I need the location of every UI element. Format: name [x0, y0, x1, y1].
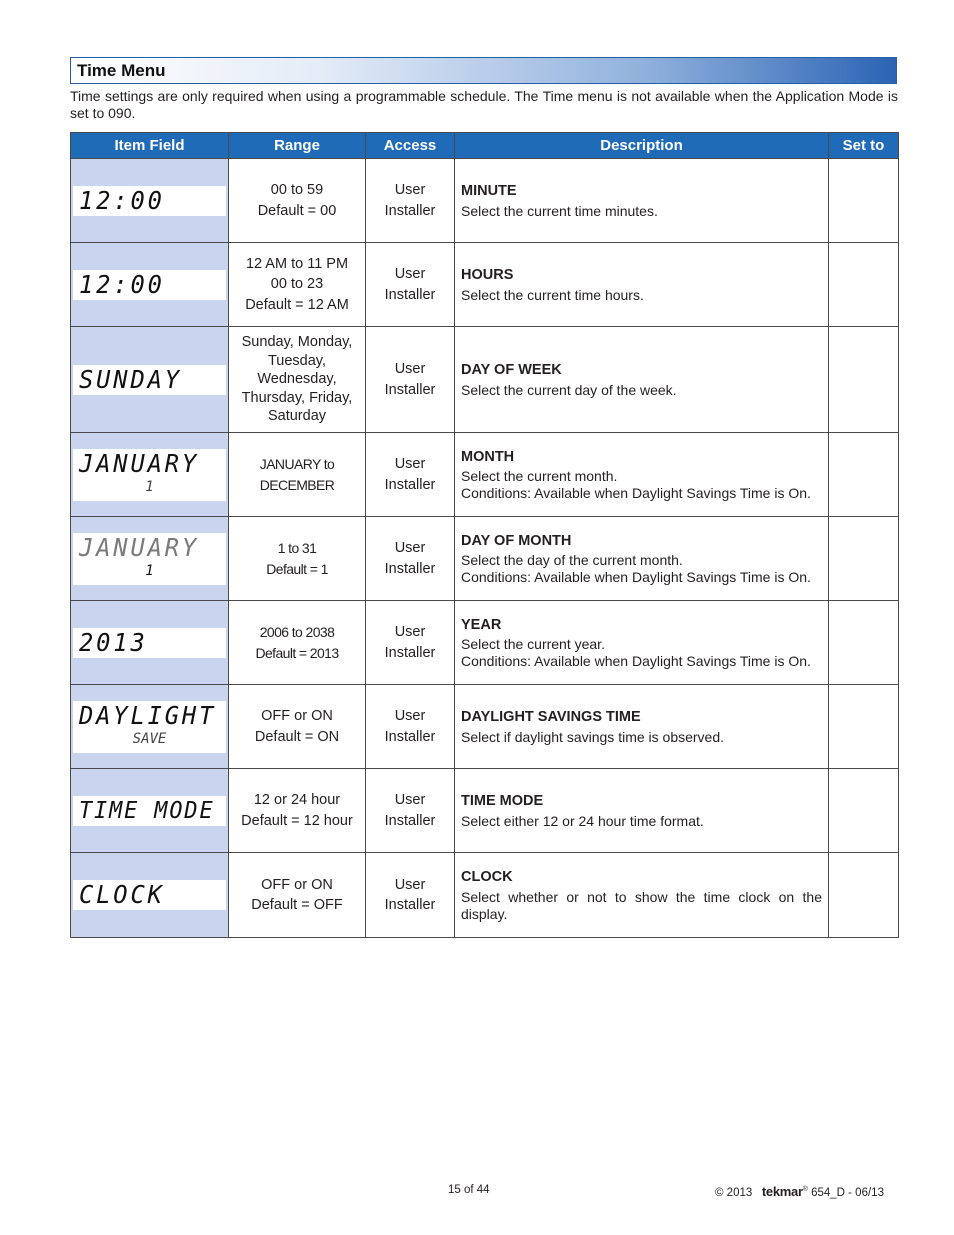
set-to-cell[interactable] [829, 243, 899, 327]
description-text: Select if daylight savings time is observed. [461, 728, 725, 745]
table-row [71, 159, 899, 243]
set-to-cell[interactable] [829, 769, 899, 853]
description-title: YEAR [461, 616, 502, 633]
access-cell [366, 517, 455, 601]
range-cell [229, 517, 366, 601]
access-line: User [394, 876, 426, 893]
header-set-to: Set to [829, 133, 899, 159]
lcd-display [73, 701, 226, 753]
lcd-text: SUNDAY [79, 364, 182, 394]
lcd-display [73, 270, 226, 300]
page-number: 15 of 44 [448, 1184, 490, 1196]
access-line: User [394, 361, 426, 377]
description-title: HOURS [461, 267, 514, 284]
access-cell [366, 853, 455, 938]
lcd-cell [71, 601, 229, 685]
description-title: TIME MODE [461, 793, 544, 810]
description-conditions: Conditions: Available when Daylight Savings Time is On. [461, 485, 811, 502]
lcd-display [73, 365, 226, 395]
range-line: Default = 1 [266, 560, 328, 577]
range-cell [229, 853, 366, 938]
document-code: 654_D - 06/13 [811, 1187, 884, 1199]
lcd-subtext: SAVE [132, 730, 167, 747]
table-row [71, 243, 899, 327]
range-line: DECEMBER [259, 476, 335, 493]
description-cell [455, 769, 829, 853]
lcd-text: 12:00 [79, 185, 165, 215]
lcd-text: JANUARY [79, 448, 200, 478]
range-line: 00 to 59 [270, 182, 324, 198]
range-line: Default = 12 hour [241, 812, 353, 829]
access-line: Installer [384, 812, 436, 829]
description-title: MONTH [461, 448, 515, 465]
set-to-cell[interactable] [829, 853, 899, 938]
description-title: DAYLIGHT SAVINGS TIME [461, 709, 641, 726]
table-header-row [71, 133, 899, 159]
range-cell [229, 327, 366, 433]
lcd-text: DAYLIGHT [79, 700, 217, 730]
description-text: Select the current year. [461, 636, 605, 653]
access-cell [366, 433, 455, 517]
access-line: User [394, 708, 426, 724]
lcd-cell [71, 433, 229, 517]
range-line: OFF or ON [261, 708, 333, 724]
description-text: Select the current time minutes. [461, 202, 658, 219]
lcd-display [73, 186, 226, 216]
access-line: User [394, 266, 426, 282]
set-to-cell[interactable] [829, 517, 899, 601]
description-conditions: Conditions: Available when Daylight Savings Time is On. [461, 569, 811, 586]
range-line: Default = 2013 [255, 644, 339, 661]
access-cell [366, 159, 455, 243]
access-line: Installer [384, 286, 436, 303]
lcd-text: TIME MODE [79, 797, 215, 824]
set-to-cell[interactable] [829, 159, 899, 243]
header-description: Description [455, 133, 829, 159]
lcd-cell [71, 517, 229, 601]
access-line: Installer [384, 897, 436, 913]
lcd-cell [71, 853, 229, 938]
lcd-display [73, 628, 226, 658]
access-cell [366, 327, 455, 433]
lcd-subtext: 1 [145, 562, 154, 579]
footer-right: © 2013 tekmar® 654_D - 06/13 [715, 1184, 884, 1199]
range-line: 2006 to 2038 [259, 624, 335, 640]
description-cell [455, 433, 829, 517]
lcd-cell [71, 243, 229, 327]
access-line: User [394, 624, 426, 640]
time-menu-table [70, 132, 899, 938]
range-line: 00 to 23 [270, 276, 324, 293]
table-row [71, 685, 899, 769]
access-line: Installer [384, 728, 436, 745]
description-cell [455, 327, 829, 433]
access-cell [366, 243, 455, 327]
lcd-cell [71, 327, 229, 433]
access-line: User [394, 792, 426, 808]
range-line: Default = 12 AM [245, 296, 349, 313]
table-row [71, 601, 899, 685]
description-text: Select the current time hours. [461, 286, 644, 303]
range-line: Default = OFF [251, 897, 343, 913]
description-text: Select the day of the current month. [461, 552, 683, 569]
set-to-cell[interactable] [829, 685, 899, 769]
range-line: Thursday, Friday, [241, 389, 353, 406]
range-line: 12 or 24 hour [253, 792, 341, 808]
access-line: User [394, 540, 426, 556]
range-cell [229, 685, 366, 769]
section-title: Time Menu [77, 61, 166, 80]
range-line: 12 AM to 11 PM [245, 255, 349, 272]
description-title: DAY OF MONTH [461, 532, 572, 549]
description-title: DAY OF WEEK [461, 362, 562, 379]
description-title: MINUTE [461, 183, 517, 200]
lcd-text: CLOCK [79, 880, 165, 909]
range-line: Default = 00 [257, 202, 337, 219]
range-line: 1 to 31 [277, 540, 317, 556]
range-cell [229, 601, 366, 685]
range-cell [229, 159, 366, 243]
range-cell [229, 769, 366, 853]
lcd-cell [71, 685, 229, 769]
access-line: Installer [384, 381, 436, 398]
access-cell [366, 601, 455, 685]
range-line: Sunday, Monday, [241, 334, 353, 351]
lcd-display [73, 796, 226, 826]
access-line: Installer [384, 202, 436, 219]
header-access: Access [366, 133, 455, 159]
intro-paragraph: Time settings are only required when using a programmable schedule. The Time menu is not available when the Application Mode is set to 090. [70, 88, 898, 121]
set-to-cell[interactable] [829, 601, 899, 685]
range-line: Saturday [267, 408, 327, 425]
range-line: Tuesday, [267, 352, 327, 369]
range-line: Wednesday, [257, 371, 337, 388]
access-cell [366, 769, 455, 853]
lcd-text: 12:00 [79, 269, 165, 299]
description-title: CLOCK [461, 869, 513, 886]
access-line: User [394, 456, 426, 472]
description-cell [455, 517, 829, 601]
lcd-cell [71, 159, 229, 243]
set-to-cell[interactable] [829, 433, 899, 517]
lcd-display [73, 880, 226, 910]
range-line: Default = ON [254, 728, 340, 745]
brand-logo: tekmar [761, 1184, 803, 1199]
access-cell [366, 685, 455, 769]
range-cell [229, 433, 366, 517]
access-line: Installer [384, 644, 436, 661]
table-row [71, 433, 899, 517]
description-text: Select the current month. [461, 468, 618, 485]
access-line: Installer [384, 476, 436, 493]
lcd-cell [71, 769, 229, 853]
copyright: © 2013 [715, 1187, 753, 1199]
description-text: Select either 12 or 24 hour time format. [461, 812, 704, 829]
access-line: Installer [384, 560, 436, 577]
table-row [71, 769, 899, 853]
header-range: Range [229, 133, 366, 159]
lcd-text: JANUARY [79, 532, 200, 562]
description-text: Select whether or not to show the time clock on the display. [461, 888, 822, 922]
description-cell [455, 243, 829, 327]
table-row [71, 853, 899, 938]
range-line: JANUARY to [259, 456, 335, 472]
set-to-cell[interactable] [829, 327, 899, 433]
lcd-subtext: 1 [145, 478, 154, 495]
description-cell [455, 685, 829, 769]
range-line: OFF or ON [261, 876, 333, 893]
header-item-field: Item Field [71, 133, 229, 159]
table-row [71, 517, 899, 601]
description-conditions: Conditions: Available when Daylight Savings Time is On. [461, 653, 811, 670]
description-cell [455, 601, 829, 685]
lcd-text: 2013 [79, 627, 148, 657]
description-text: Select the current day of the week. [461, 381, 677, 398]
description-cell [455, 159, 829, 243]
section-title-bar [70, 57, 897, 84]
access-line: User [394, 182, 426, 198]
range-cell [229, 243, 366, 327]
table-row [71, 327, 899, 433]
lcd-display [73, 449, 226, 501]
description-cell [455, 853, 829, 938]
lcd-display [73, 533, 226, 585]
